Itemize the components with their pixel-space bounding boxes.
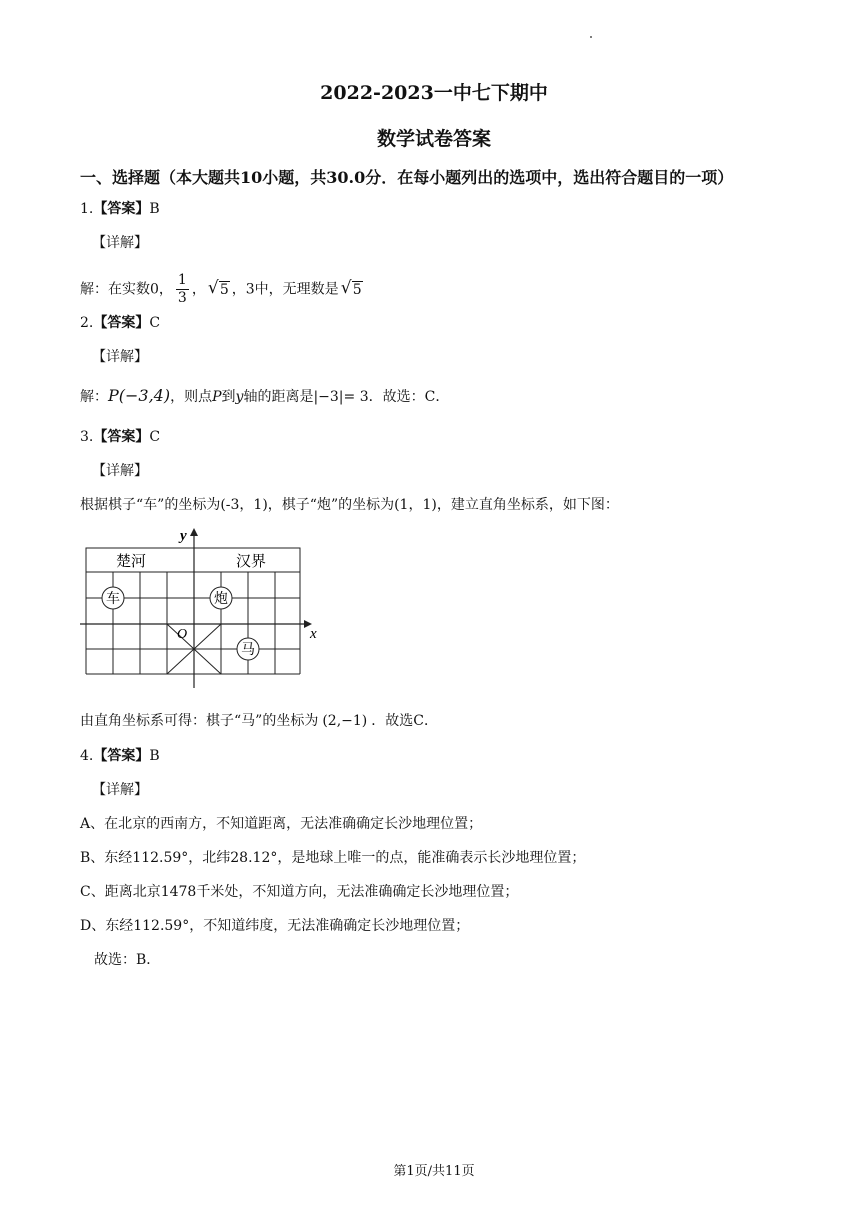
q2-p: P [212, 389, 222, 405]
q4-final: 故选：B． [94, 952, 161, 968]
y-axis-label: y [180, 528, 187, 544]
q1-answer-line [80, 199, 160, 219]
river-label-left: 楚河 [116, 552, 147, 570]
document-title: 2022-2023一中七下期中 [320, 82, 548, 104]
q4-option-a: A、在北京的西南方，不知道距离，无法准确确定长沙地理位置； [80, 816, 483, 832]
q1-number: 1. [80, 201, 94, 217]
q2-sol-text-a: 解： [80, 389, 108, 405]
q1-sol-text-b: ， [191, 281, 206, 298]
page-number: 第1页/共11页 [393, 1164, 475, 1179]
frac-denominator: 3 [177, 290, 187, 306]
q1-detail-tag: 【详解】 [92, 235, 148, 251]
q2-y: y [235, 389, 244, 405]
q4-option-d: D、东经112.59°，不知道纬度，无法准确确定长沙地理位置； [80, 918, 470, 934]
q2-solution [80, 386, 449, 407]
q2-sol-text-b: ，则点 [170, 389, 213, 405]
q4-detail-tag: 【详解】 [92, 782, 148, 798]
q4-number: 4. [80, 748, 94, 764]
q3-conclusion-text-a: 由直角坐标系可得：棋子“马”的坐标为 [80, 713, 319, 729]
x-axis-label: x [310, 626, 317, 642]
q3-conclusion [80, 711, 438, 731]
q2-number: 2. [80, 315, 94, 331]
sqrt-radicand: 5 [219, 281, 229, 298]
document-subtitle: 数学试卷答案 [376, 128, 491, 150]
origin-label: O [177, 627, 188, 642]
chess-board-diagram [80, 524, 330, 694]
q2-abs: |−3|= 3 [313, 389, 369, 405]
q4-answer-line [80, 746, 160, 766]
q1-answer-tag: 【答案】 [93, 201, 150, 217]
board-grid [86, 572, 300, 674]
fraction-one-third [176, 272, 189, 307]
river-label-right: 汉界 [236, 552, 267, 570]
q4-answer: B [149, 748, 160, 764]
frac-numerator: 1 [177, 272, 187, 288]
q4-answer-tag: 【答案】 [93, 748, 150, 764]
scan-speck [590, 36, 592, 38]
q2-detail-tag: 【详解】 [92, 349, 148, 365]
q3-answer-line [80, 427, 160, 447]
piece-che-label: 车 [106, 591, 120, 607]
q1-sol-text-c: ，3中，无理数是 [231, 281, 339, 298]
x-axis [80, 620, 312, 628]
q1-sol-text-a: 解：在实数0， [80, 281, 173, 298]
q1-answer: B [149, 201, 160, 217]
piece-pao-label: 炮 [214, 591, 228, 607]
q2-answer-tag: 【答案】 [93, 315, 150, 331]
q2-answer: C [149, 315, 161, 331]
q2-sol-text-c: 到 [221, 389, 236, 405]
section-heading: 一、选择题（本大题共10小题，共30.0分．在每小题列出的选项中，选出符合题目的一项） [80, 168, 734, 187]
q3-answer-tag: 【答案】 [93, 429, 150, 445]
q3-number: 3. [80, 429, 94, 445]
piece-pao [210, 587, 232, 609]
y-axis [190, 528, 198, 688]
q4-option-b: B、东经112.59°，北纬28.12°，是地球上唯一的点，能准确表示长沙地理位置； [80, 850, 586, 866]
q2-answer-line [80, 313, 160, 333]
piece-ma [237, 638, 259, 660]
q3-detail-tag: 【详解】 [92, 463, 148, 479]
q2-sol-text-e: ．故选：C． [368, 389, 450, 405]
sqrt-radicand: 5 [352, 281, 362, 298]
q3-solution: 根据棋子“车”的坐标为(-3，1)，棋子“炮”的坐标为(1，1)，建立直角坐标系，如下图： [80, 497, 619, 513]
q3-answer: C [149, 429, 161, 445]
q2-sol-text-d: 轴的距离是 [243, 389, 314, 405]
q3-conclusion-text-b: ．故选C． [371, 713, 438, 729]
q2-point: P(−3,4) [108, 386, 171, 405]
q3-coordinate: (2,−1) [322, 713, 368, 729]
piece-ma-label: 马 [241, 642, 255, 658]
q4-option-c: C、距离北京1478千米处，不知道方向，无法准确确定长沙地理位置； [80, 884, 519, 900]
q1-solution [80, 272, 365, 307]
sqrt-five [208, 280, 230, 300]
sqrt-five-answer [341, 280, 363, 300]
piece-che [102, 587, 124, 609]
